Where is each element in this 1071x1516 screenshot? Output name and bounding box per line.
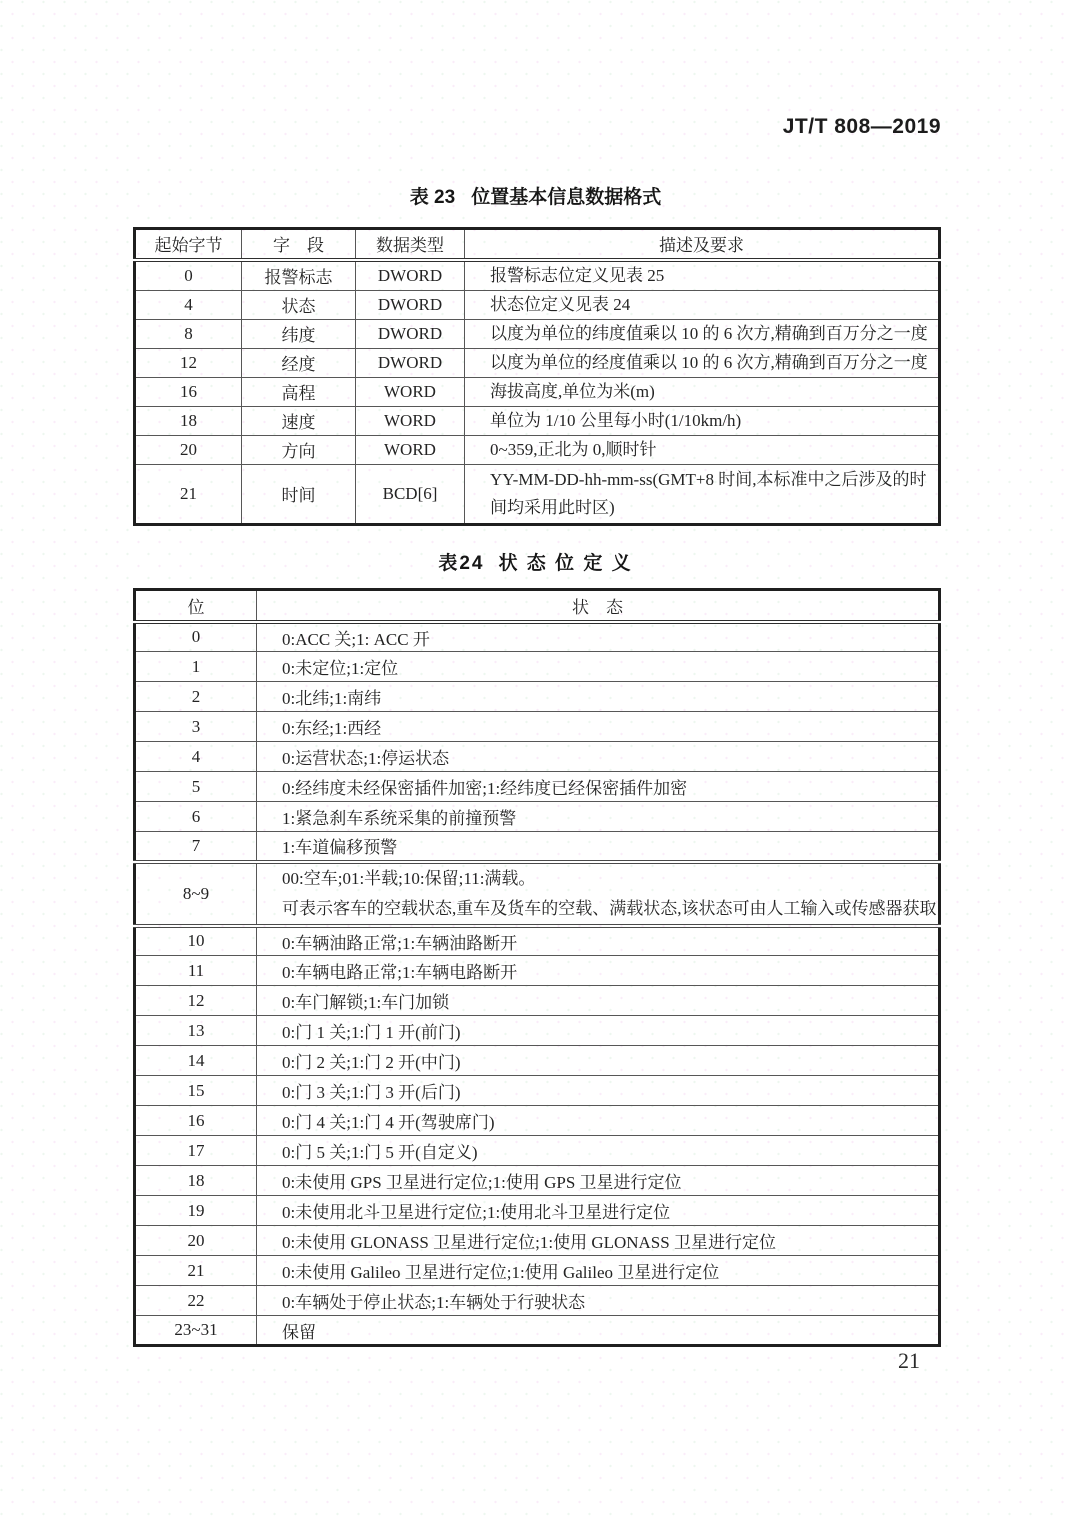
table-cell: DWORD (356, 290, 465, 319)
table-cell: 0:经纬度未经保密插件加密;1:经纬度已经保密插件加密 (257, 772, 940, 802)
table-cell: 0 (135, 260, 242, 291)
table24-body (135, 622, 940, 1346)
table-row (135, 435, 940, 464)
table-cell: 7 (135, 832, 257, 862)
table-cell: 11 (135, 956, 257, 986)
table-cell: DWORD (356, 348, 465, 377)
table-cell: 0:门 4 关;1:门 4 开(驾驶席门) (257, 1106, 940, 1136)
table-cell: 18 (135, 406, 242, 435)
table-cell: DWORD (356, 319, 465, 348)
table-cell: 0:未定位;1:定位 (257, 652, 940, 682)
table23-body (135, 260, 940, 525)
table-cell: 0:门 2 关;1:门 2 开(中门) (257, 1046, 940, 1076)
table-row (135, 742, 940, 772)
table-cell: 经度 (242, 348, 356, 377)
table-cell: BCD[6] (356, 464, 465, 524)
table-cell: 海拔高度,单位为米(m) (465, 377, 940, 406)
table-cell: 8~9 (135, 862, 257, 926)
table-row (135, 1136, 940, 1166)
table-cell: 12 (135, 348, 242, 377)
table-row (135, 1316, 940, 1346)
table-cell: 状态 (242, 290, 356, 319)
table-cell: 方向 (242, 435, 356, 464)
table-row (135, 712, 940, 742)
table-cell: 1:紧急刹车系统采集的前撞预警 (257, 802, 940, 832)
table-row (135, 622, 940, 652)
table-cell: WORD (356, 377, 465, 406)
table-row (135, 1106, 940, 1136)
table-row (135, 1256, 940, 1286)
col-header-description: 描述及要求 (465, 229, 940, 260)
table-cell: 16 (135, 1106, 257, 1136)
table-cell: 报警标志位定义见表 25 (465, 260, 940, 291)
table-row (135, 1166, 940, 1196)
table-cell: 20 (135, 435, 242, 464)
table-cell: 纬度 (242, 319, 356, 348)
table-cell: 0:北纬;1:南纬 (257, 682, 940, 712)
table-row (135, 1076, 940, 1106)
table-row (135, 348, 940, 377)
table-cell: 5 (135, 772, 257, 802)
table-cell: 速度 (242, 406, 356, 435)
col-header-data-type: 数据类型 (356, 229, 465, 260)
cell-line: 00:空车;01:半载;10:保留;11:满载。 (282, 868, 536, 888)
table-row (135, 772, 940, 802)
table-row (135, 1226, 940, 1256)
table23-caption (133, 182, 938, 209)
table-cell: DWORD (356, 260, 465, 291)
table-cell: 高程 (242, 377, 356, 406)
col-header-status: 状 态 (257, 590, 940, 622)
table-cell: 0:门 5 关;1:门 5 开(自定义) (257, 1136, 940, 1166)
table-cell: 17 (135, 1136, 257, 1166)
table-cell: 1:车道偏移预警 (257, 832, 940, 862)
table-cell: 0:运营状态;1:停运状态 (257, 742, 940, 772)
table-cell: 0~359,正北为 0,顺时针 (465, 435, 940, 464)
table-cell: 0:车辆油路正常;1:车辆油路断开 (257, 926, 940, 956)
table24-caption-label: 表24 (438, 553, 485, 574)
table-cell: 0:未使用北斗卫星进行定位;1:使用北斗卫星进行定位 (257, 1196, 940, 1226)
table24-caption-title: 状 态 位 定 义 (498, 553, 633, 574)
table23-position-info-format (133, 227, 941, 526)
table-row (135, 926, 940, 956)
table-cell: WORD (356, 435, 465, 464)
table24-header-row (135, 590, 940, 622)
table-cell: 0:门 3 关;1:门 3 开(后门) (257, 1076, 940, 1106)
table-cell: 20 (135, 1226, 257, 1256)
table-cell: 12 (135, 986, 257, 1016)
table-row (135, 986, 940, 1016)
table-cell: 8 (135, 319, 242, 348)
table-cell: 0:东经;1:西经 (257, 712, 940, 742)
table-row (135, 1046, 940, 1076)
table-row (135, 832, 940, 862)
page-number: 21 (898, 1348, 920, 1373)
table-cell: 4 (135, 742, 257, 772)
table-cell: WORD (356, 406, 465, 435)
table-cell: 状态位定义见表 24 (465, 290, 940, 319)
table-row (135, 260, 940, 291)
table-cell: 6 (135, 802, 257, 832)
table-cell: 0:车门解锁;1:车门加锁 (257, 986, 940, 1016)
table-cell: 报警标志 (242, 260, 356, 291)
table-cell: 0:车辆处于停止状态;1:车辆处于行驶状态 (257, 1286, 940, 1316)
table-cell: 22 (135, 1286, 257, 1316)
table-row (135, 406, 940, 435)
table-cell: 0:未使用 Galileo 卫星进行定位;1:使用 Galileo 卫星进行定位 (257, 1256, 940, 1286)
standard-number-header: JT/T 808—2019 (782, 115, 941, 138)
table-cell: 4 (135, 290, 242, 319)
table-cell: 以度为单位的纬度值乘以 10 的 6 次方,精确到百万分之一度 (465, 319, 940, 348)
table23-header-row (135, 229, 940, 260)
table-cell: 2 (135, 682, 257, 712)
table-cell: 10 (135, 926, 257, 956)
table-cell: 23~31 (135, 1316, 257, 1346)
table-cell: 0:门 1 关;1:门 1 开(前门) (257, 1016, 940, 1046)
table-row (135, 290, 940, 319)
table-cell: 13 (135, 1016, 257, 1046)
col-header-field: 字 段 (242, 229, 356, 260)
table-cell: 14 (135, 1046, 257, 1076)
table-row (135, 464, 940, 524)
table-cell: 单位为 1/10 公里每小时(1/10km/h) (465, 406, 940, 435)
table24-status-bit-definition (133, 588, 941, 1347)
table-cell: 0 (135, 622, 257, 652)
table-row (135, 652, 940, 682)
table-row (135, 1286, 940, 1316)
table-cell: YY-MM-DD-hh-mm-ss(GMT+8 时间,本标准中之后涉及的时间均采用此时区) (465, 464, 940, 524)
table-row (135, 319, 940, 348)
table-cell: 19 (135, 1196, 257, 1226)
table23-caption-title: 位置基本信息数据格式 (471, 187, 662, 208)
table-row (135, 862, 940, 926)
table-cell: 0:ACC 关;1: ACC 开 (257, 622, 940, 652)
table-row (135, 1016, 940, 1046)
table24-caption (133, 548, 938, 575)
table-cell: 以度为单位的经度值乘以 10 的 6 次方,精确到百万分之一度 (465, 348, 940, 377)
table-cell: 0:未使用 GPS 卫星进行定位;1:使用 GPS 卫星进行定位 (257, 1166, 940, 1196)
col-header-bit: 位 (135, 590, 257, 622)
table-row (135, 1196, 940, 1226)
table-cell: 3 (135, 712, 257, 742)
table23-caption-label: 表 23 (409, 187, 456, 208)
table-cell: 0:车辆电路正常;1:车辆电路断开 (257, 956, 940, 986)
table-cell: 15 (135, 1076, 257, 1106)
table-row (135, 377, 940, 406)
table-cell: 0:未使用 GLONASS 卫星进行定位;1:使用 GLONASS 卫星进行定位 (257, 1226, 940, 1256)
table-cell: 18 (135, 1166, 257, 1196)
table-cell (257, 862, 940, 926)
table-cell: 保留 (257, 1316, 940, 1346)
cell-line: 可表示客车的空载状态,重车及货车的空载、满载状态,该状态可由人工输入或传感器获取 (282, 898, 937, 918)
table-cell: 21 (135, 464, 242, 524)
table-cell: 21 (135, 1256, 257, 1286)
table-row (135, 682, 940, 712)
col-header-start-byte: 起始字节 (135, 229, 242, 260)
table-row (135, 956, 940, 986)
table-cell: 1 (135, 652, 257, 682)
table-row (135, 802, 940, 832)
table-cell: 16 (135, 377, 242, 406)
table-cell: 时间 (242, 464, 356, 524)
